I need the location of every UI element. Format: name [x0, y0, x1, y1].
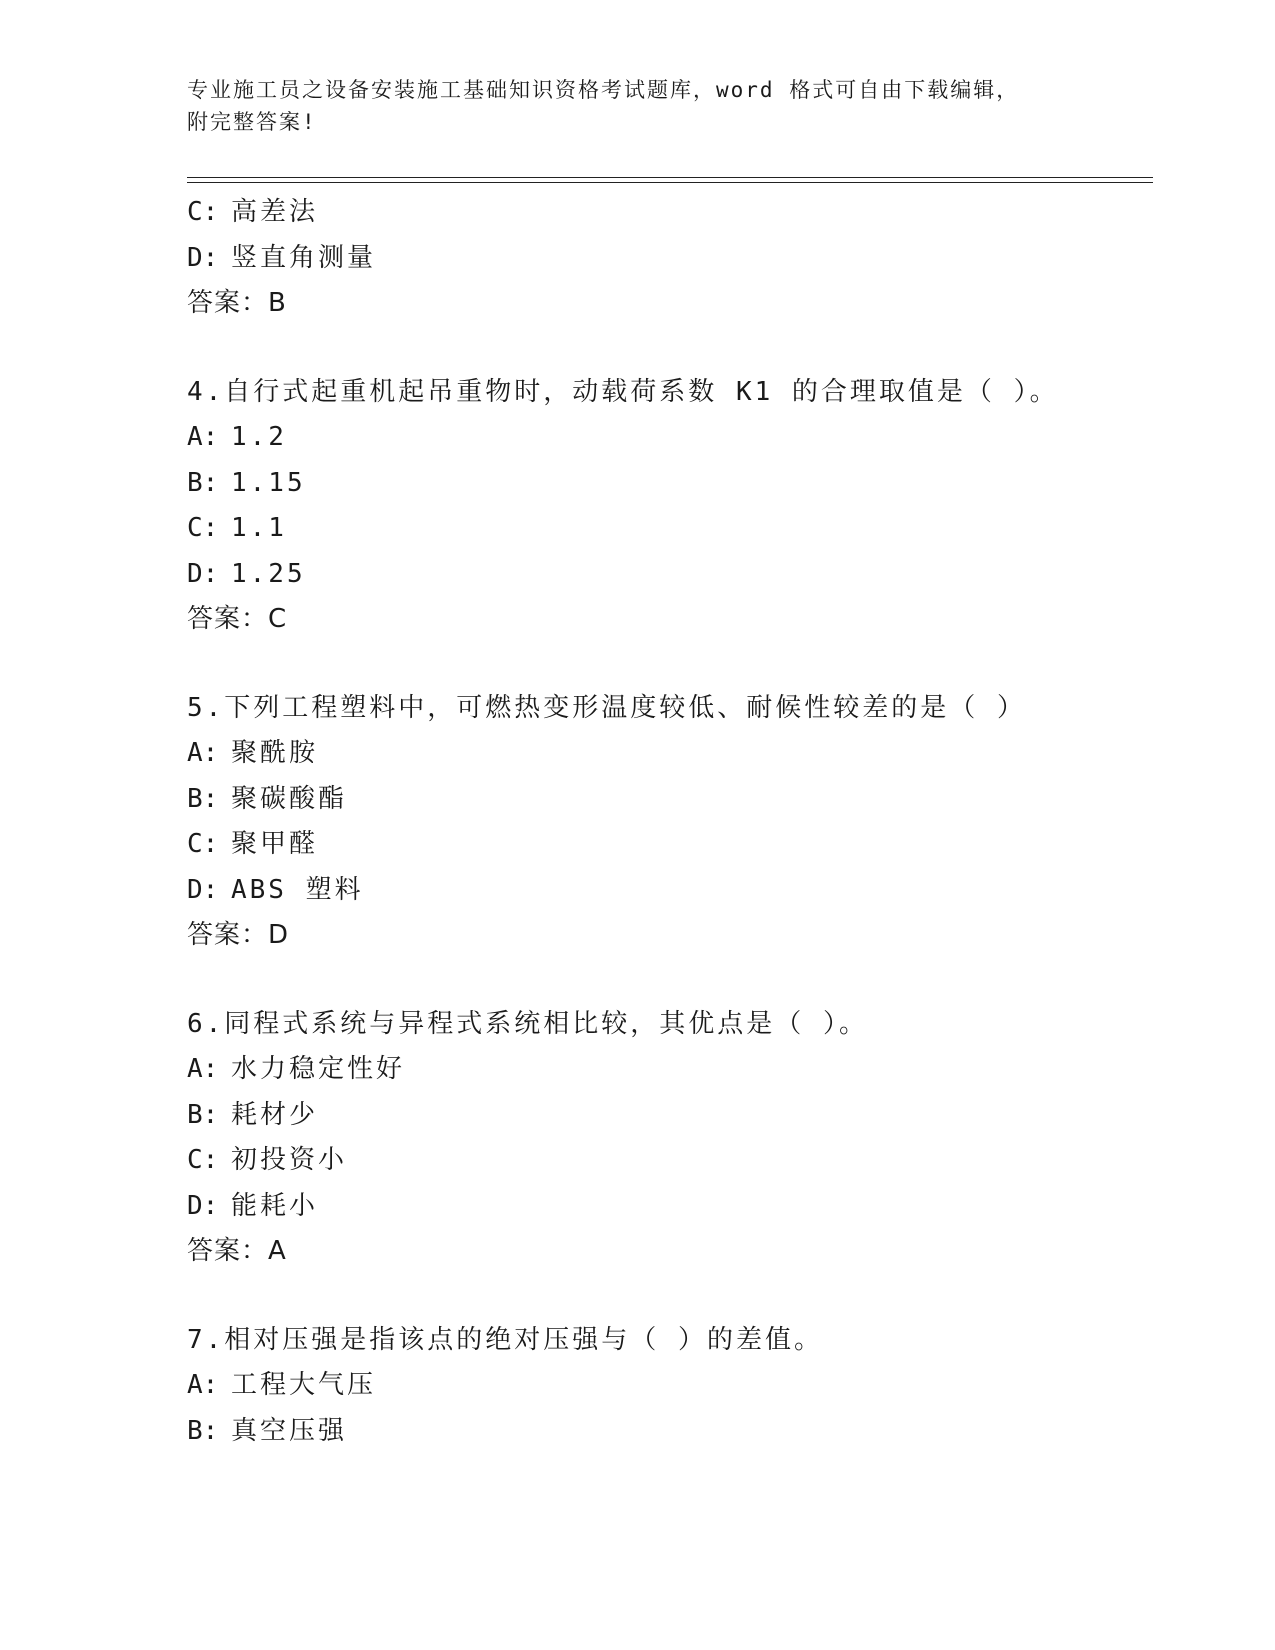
option-label: D: [187, 1190, 219, 1221]
option-text: 1.15 [231, 467, 306, 498]
option-c [187, 190, 1153, 236]
option-label: B: [187, 783, 219, 814]
question-stem: 7.相对压强是指该点的绝对压强与（ ）的差值。 [187, 1324, 823, 1355]
option-a [187, 731, 1153, 777]
option-b [187, 1093, 1153, 1139]
option-text: ABS 塑料 [231, 874, 364, 905]
option-label: B: [187, 467, 219, 498]
header-divider-bottom [187, 182, 1153, 183]
option-label: B: [187, 1415, 219, 1446]
question-stem: 6.同程式系统与异程式系统相比较，其优点是（ ）。 [187, 1008, 868, 1039]
question-4 [187, 370, 1153, 643]
option-c [187, 1138, 1153, 1184]
answer-line: 答案：A [187, 1236, 287, 1266]
option-text: 聚酰胺 [231, 738, 319, 768]
option-label: A: [187, 1370, 219, 1400]
option-b [187, 777, 1153, 823]
option-label: C: [187, 1145, 219, 1175]
option-text: 高差法 [231, 197, 319, 227]
answer-line: 答案：C [187, 604, 288, 634]
option-label: C: [187, 197, 219, 227]
option-label: D: [187, 874, 219, 905]
option-b [187, 1409, 1153, 1455]
option-label: D: [187, 242, 219, 273]
page-header [187, 74, 1087, 138]
option-a [187, 415, 1153, 461]
option-label: C: [187, 829, 219, 859]
option-a [187, 1047, 1153, 1093]
question-7 [187, 1318, 1153, 1455]
option-text: 聚碳酸酯 [231, 783, 348, 814]
option-text: 能耗小 [231, 1190, 319, 1221]
option-text: 1.25 [231, 558, 306, 589]
option-text: 初投资小 [231, 1145, 348, 1175]
option-d [187, 552, 1153, 598]
option-text: 1.2 [231, 422, 287, 452]
answer-line: 答案：B [187, 288, 287, 318]
option-d [187, 1184, 1153, 1230]
answer-line: 答案：D [187, 920, 290, 950]
question-5 [187, 686, 1153, 959]
header-line-2: 附完整答案! [187, 110, 317, 134]
option-d [187, 236, 1153, 282]
option-text: 工程大气压 [231, 1370, 377, 1400]
option-b [187, 461, 1153, 507]
option-label: A: [187, 1054, 219, 1084]
option-a [187, 1363, 1153, 1409]
question-list [187, 190, 1153, 1454]
option-text: 耗材少 [231, 1099, 319, 1130]
option-label: A: [187, 422, 219, 452]
option-text: 聚甲醛 [231, 829, 319, 859]
option-text: 水力稳定性好 [231, 1054, 406, 1084]
header-line-1: 专业施工员之设备安装施工基础知识资格考试题库，word 格式可自由下载编辑， [187, 78, 1020, 102]
option-text: 真空压强 [231, 1415, 348, 1446]
option-label: A: [187, 738, 219, 768]
question-stem: 5.下列工程塑料中，可燃热变形温度较低、耐候性较差的是（ ） [187, 692, 1026, 723]
option-label: D: [187, 558, 219, 589]
option-label: C: [187, 513, 219, 543]
header-divider-top [187, 177, 1153, 178]
option-label: B: [187, 1099, 219, 1130]
option-text: 1.1 [231, 513, 287, 543]
option-d [187, 868, 1153, 914]
option-c [187, 506, 1153, 552]
question-6 [187, 1002, 1153, 1275]
option-c [187, 822, 1153, 868]
question-3-continued [187, 190, 1153, 327]
question-stem: 4.自行式起重机起吊重物时，动载荷系数 K1 的合理取值是（ ）。 [187, 376, 1059, 407]
option-text: 竖直角测量 [231, 242, 377, 273]
